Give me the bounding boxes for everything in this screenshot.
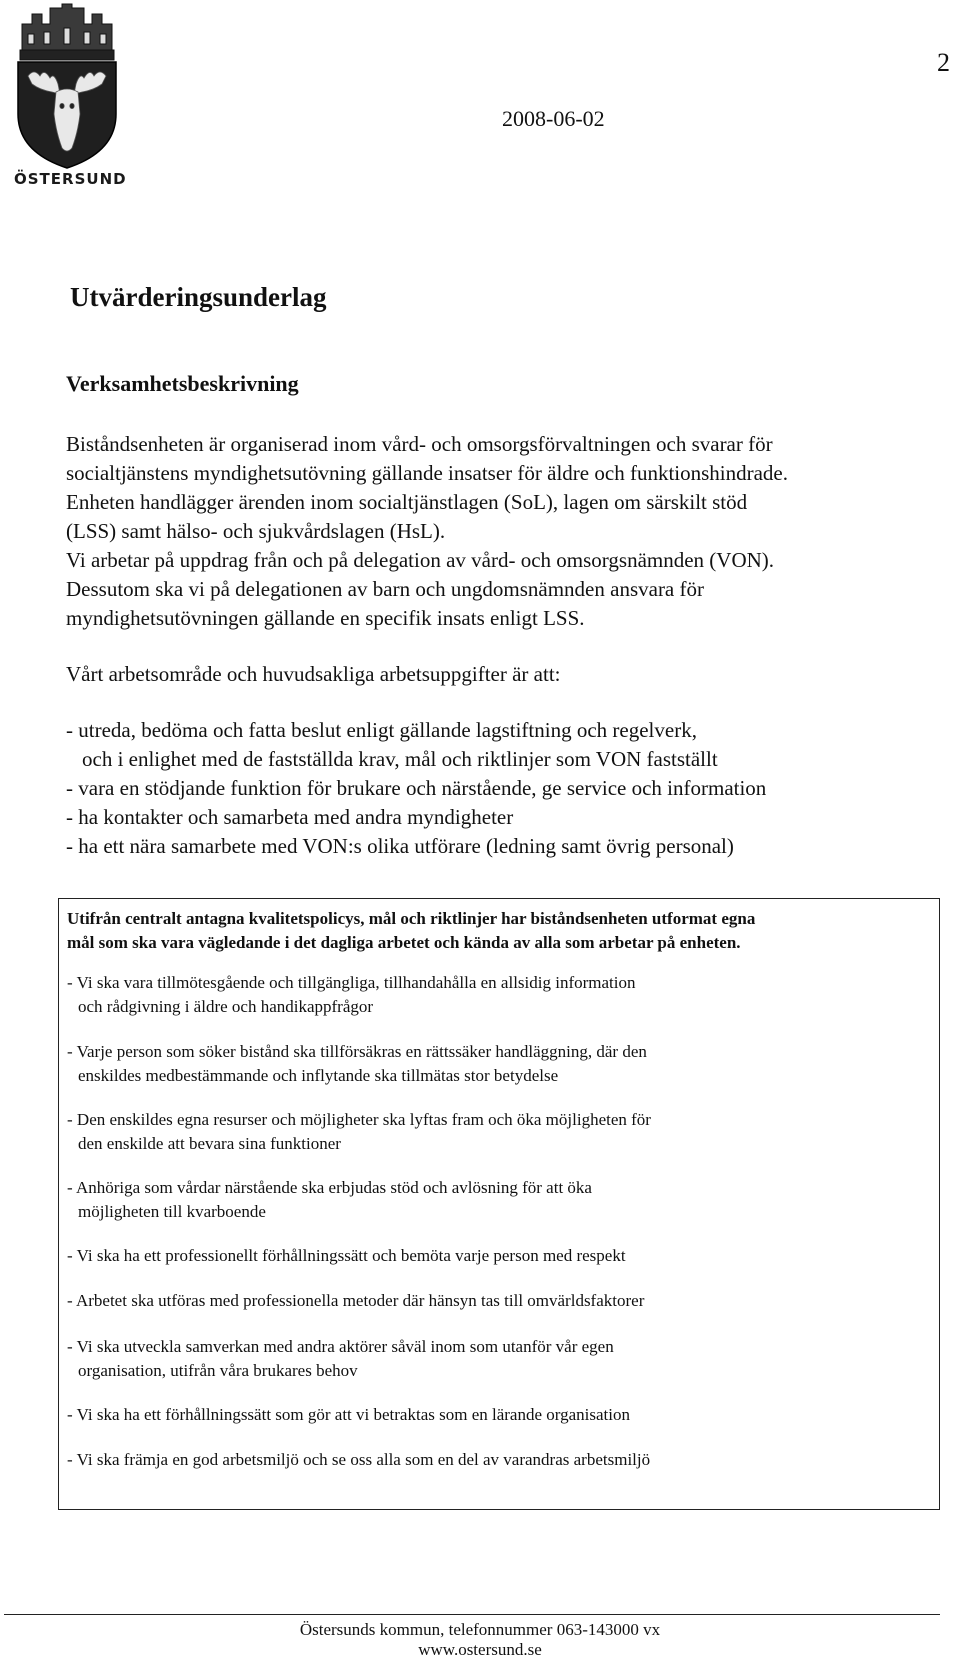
description-line: Enheten handlägger ärenden inom socialtjänstlagen (SoL), lagen om särskilt stöd: [66, 490, 748, 514]
description-line: myndighetsutövningen gällande en specifik insats enligt LSS.: [66, 606, 585, 630]
page-number: 2: [937, 48, 950, 77]
description-paragraph: [66, 430, 946, 633]
goal-item: [67, 1040, 927, 1088]
document-title: Utvärderingsunderlag: [70, 282, 327, 312]
goals-heading-line: mål som ska vara vägledande i det dagliga arbetet och kända av alla som arbetar på enheten.: [67, 933, 741, 952]
footer-website: www.ostersund.se: [418, 1640, 542, 1659]
footer-divider: [4, 1614, 940, 1615]
goal-item: [67, 1335, 927, 1383]
goal-continuation: möjligheten till kvarboende: [78, 1202, 266, 1221]
list-item-line: - ha ett nära samarbete med VON:s olika utförare (ledning samt övrig personal): [66, 834, 734, 858]
goals-box: [58, 898, 940, 1510]
goal-line: - Anhöriga som vårdar närstående ska erbjudas stöd och avlösning för att öka: [67, 1178, 592, 1197]
crown-icon: [20, 4, 114, 60]
tasks-list: [66, 716, 946, 861]
section-heading: Verksamhetsbeskrivning: [66, 371, 299, 396]
goal-item: [67, 1403, 927, 1427]
list-item-line: - ha kontakter och samarbeta med andra myndigheter: [66, 805, 514, 829]
goal-item: [67, 1176, 927, 1224]
list-item: [66, 803, 946, 832]
goal-line: - Vi ska vara tillmötesgående och tillgängliga, tillhandahålla en allsidig information: [67, 973, 636, 992]
description-line: socialtjänstens myndighetsutövning gällande insatser för äldre och funktionshindrade.: [66, 461, 788, 485]
goal-line: - Varje person som söker bistånd ska tillförsäkras en rättssäker handläggning, där den: [67, 1042, 647, 1061]
goal-line: - Vi ska främja en god arbetsmiljö och se oss alla som en del av varandras arbetsmiljö: [67, 1450, 651, 1469]
page-footer: [0, 1620, 960, 1660]
goals-heading: [67, 907, 927, 955]
list-item: [66, 832, 946, 861]
description-line: Biståndsenheten är organiserad inom vård- och omsorgsförvaltningen och svarar för: [66, 432, 773, 456]
description-line: Vi arbetar på uppdrag från och på delegation av vård- och omsorgsnämnden (VON).: [66, 548, 775, 572]
list-item: [66, 774, 946, 803]
list-item-continuation: och i enlighet med de fastställda krav, mål och riktlinjer som VON fastställt: [82, 747, 718, 771]
goal-line: - Den enskildes egna resurser och möjligheter ska lyftas fram och öka möjligheten för: [67, 1110, 651, 1129]
goal-item: [67, 1244, 927, 1268]
footer-contact: Östersunds kommun, telefonnummer 063-143000 vx: [299, 1620, 661, 1639]
description-line: (LSS) samt hälso- och sjukvårdslagen (HsL).: [66, 519, 446, 543]
goal-continuation: organisation, utifrån våra brukares behov: [78, 1361, 358, 1380]
list-item-line: - vara en stödjande funktion för brukare och närstående, ge service och information: [66, 776, 767, 800]
tasks-intro: Vårt arbetsområde och huvudsakliga arbetsuppgifter är att:: [66, 662, 561, 686]
goal-line: - Vi ska ha ett professionellt förhållningssätt och bemöta varje person med respekt: [67, 1246, 626, 1265]
logo-wordmark: ÖSTERSUND: [14, 170, 127, 188]
goal-line: - Arbetet ska utföras med professionella metoder där hänsyn tas till omvärldsfaktorer: [67, 1291, 645, 1310]
goals-heading-line: Utifrån centralt antagna kvalitetspolicys, mål och riktlinjer har biståndsenheten utformat egna: [67, 909, 756, 928]
list-item-line: - utreda, bedöma och fatta beslut enligt gällande lagstiftning och regelverk,: [66, 718, 697, 742]
list-item: [66, 716, 946, 774]
goal-continuation: den enskilde att bevara sina funktioner: [78, 1134, 341, 1153]
goal-line: - Vi ska ha ett förhållningssätt som gör att vi betraktas som en lärande organisation: [67, 1405, 631, 1424]
goal-item: [67, 971, 927, 1019]
goal-item: [67, 1289, 927, 1313]
goal-continuation: enskildes medbestämmande och inflytande ska tillmätas stor betydelse: [78, 1066, 559, 1085]
goal-line: - Vi ska utveckla samverkan med andra aktörer såväl inom som utanför vår egen: [67, 1337, 614, 1356]
document-date: 2008-06-02: [502, 106, 605, 131]
goal-item: [67, 1448, 927, 1472]
goal-item: [67, 1108, 927, 1156]
goal-continuation: och rådgivning i äldre och handikappfrågor: [78, 997, 374, 1016]
description-line: Dessutom ska vi på delegationen av barn och ungdomsnämnden ansvara för: [66, 577, 704, 601]
coat-of-arms-logo: [14, 2, 127, 190]
